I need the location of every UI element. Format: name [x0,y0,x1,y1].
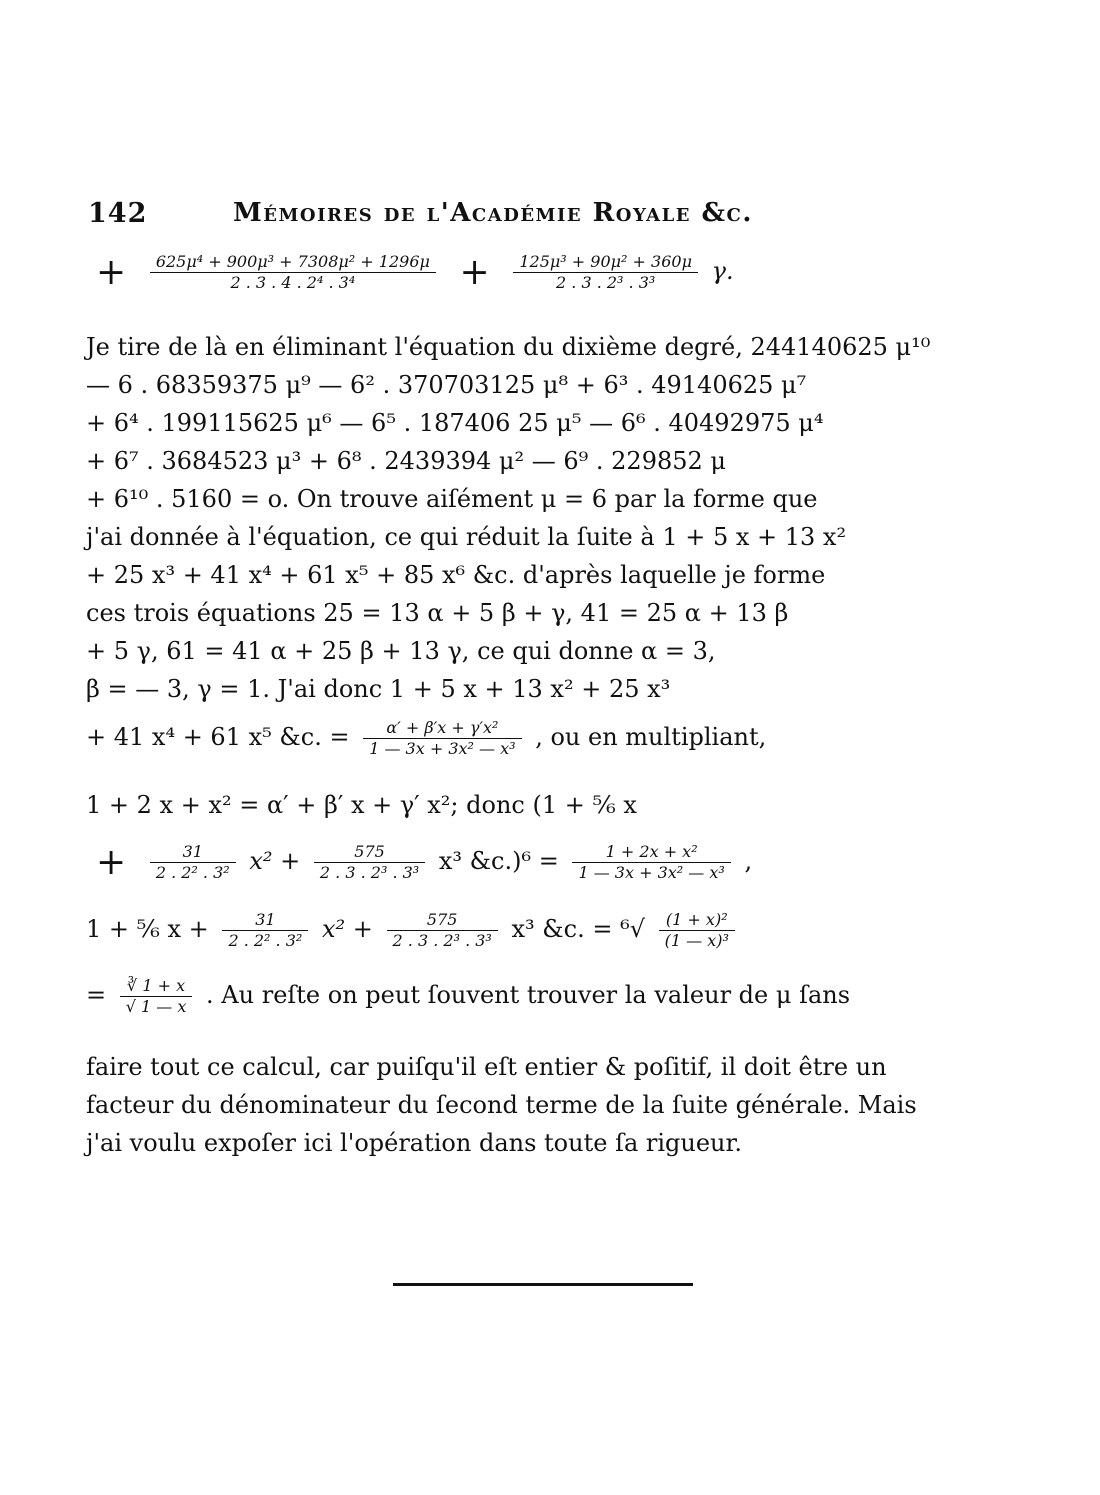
equation-4-mid: x² + [321,915,373,943]
equation-4-fraction-1 [222,910,308,951]
running-title: Mémoires de l'Académie Royale &c. [233,198,753,228]
text-line-2: — 6 . 68359375 μ⁹ — 6² . 370703125 μ⁸ + 6³ . 49140625 μ⁷ [86,371,807,399]
equation-3-f3-denominator: 1 — 3x + 3x² — x³ [572,862,730,883]
equation-5-denominator: √ 1 — x [120,996,193,1017]
equation-1-fraction [363,718,521,759]
equation-3 [86,842,1016,902]
fraction-2 [513,252,698,293]
equation-4-fraction-2 [387,910,498,951]
text-line-6: j'ai donnée à l'équation, ce qui réduit la ſuite à 1 + 5 x + 13 x² [86,523,847,551]
equation-4-f3-denominator: (1 — x)³ [659,930,735,951]
fraction-2-denominator: 2 . 3 . 2³ . 3³ [513,272,698,293]
formula-tail: γ. [711,257,734,285]
closing-rule [393,1283,693,1286]
equation-1-right: , ou en multipliant, [535,723,767,751]
text-line-5: + 6¹⁰ . 5160 = o. On trouve aiſément μ = 6 par la forme que [86,485,818,513]
text-line-9: + 5 γ, 61 = 41 α + 25 β + 13 γ, ce qui donne α = 3, [86,637,716,665]
equation-3-f1-denominator: 2 . 2² . 3² [150,862,236,883]
fraction-1-numerator: 625μ⁴ + 900μ³ + 7308μ² + 1296μ [155,252,430,271]
text-line-1: Je tire de là en éliminant l'équation du dixième degré, 244140625 μ¹⁰ [86,333,931,361]
equation-3-tail: x³ &c.)⁶ = [438,847,559,875]
page-header [88,198,888,238]
text-line-3: + 6⁴ . 199115625 μ⁶ — 6⁵ . 187406 25 μ⁵ — 6⁶ . 40492975 μ⁴ [86,409,824,437]
formula-top [86,252,1016,312]
fraction-2-numerator: 125μ³ + 90μ² + 360μ [519,252,692,271]
text-line-4: + 6⁷ . 3684523 μ³ + 6⁸ . 2439394 μ² — 6⁹ . 229852 μ [86,447,727,475]
text-line-10: β = — 3, γ = 1. J'ai donc 1 + 5 x + 13 x² + 25 x³ [86,675,671,703]
equation-4-f2-denominator: 2 . 3 . 2³ . 3³ [387,930,498,951]
equation-3-f3-numerator: 1 + 2x + x² [605,842,698,861]
equation-3-fraction-1 [150,842,236,883]
equation-3-mid: x² + [249,847,301,875]
equation-4 [86,910,1016,970]
text-line-8: ces trois équations 25 = 13 α + 5 β + γ, 41 = 25 α + 13 β [86,599,789,627]
plus-sign: + [96,251,127,293]
equation-1-left: + 41 x⁴ + 61 x⁵ &c. = [86,723,350,751]
equation-3-f2-denominator: 2 . 3 . 2³ . 3³ [314,862,425,883]
equation-3-f2-numerator: 575 [354,842,385,861]
equation-4-f1-denominator: 2 . 2² . 3² [222,930,308,951]
plus-sign: + [459,251,490,293]
equation-1-numerator: α′ + β′x + γ′x² [386,718,499,737]
equation-4-tail: x³ &c. = ⁶√ [511,915,645,943]
equation-5 [86,976,1016,1036]
fraction-1-denominator: 2 . 3 . 4 . 2⁴ . 3⁴ [150,272,436,293]
equation-2: 1 + 2 x + x² = α′ + β′ x + γ′ x²; donc (1 + ⁵⁄₆ x [86,791,637,819]
equation-4-lead: 1 + ⁵⁄₆ x + [86,915,209,943]
text-line-13: j'ai voulu expoſer ici l'opération dans toute ſa rigueur. [86,1129,742,1157]
equation-4-fraction-3 [659,910,735,951]
equation-3-f1-numerator: 31 [182,842,203,861]
plus-sign: + [96,841,127,883]
equation-4-f3-numerator: (1 + x)² [665,910,728,929]
text-line-7: + 25 x³ + 41 x⁴ + 61 x⁵ + 85 x⁶ &c. d'après laquelle je forme [86,561,826,589]
equation-1 [86,718,1016,778]
equation-5-fraction [120,976,193,1017]
equation-4-f2-numerator: 575 [426,910,458,929]
equation-4-f1-numerator: 31 [255,910,276,929]
equation-3-fraction-2 [314,842,425,883]
fraction-1 [150,252,436,293]
page-number: 142 [88,198,148,229]
equation-1-denominator: 1 — 3x + 3x² — x³ [363,738,521,759]
equation-5-text: . Au reſte on peut ſouvent trouver la valeur de μ ſans [206,981,851,1009]
equals-sign: = [86,981,107,1009]
equation-5-numerator: ∛ 1 + x [127,976,186,995]
equation-3-end: , [744,847,753,875]
equation-3-fraction-3 [572,842,730,883]
text-line-12: facteur du dénominateur du ſecond terme de la ſuite générale. Mais [86,1091,917,1119]
text-line-11: faire tout ce calcul, car puiſqu'il eſt entier & poſitif, il doit être un [86,1053,887,1081]
